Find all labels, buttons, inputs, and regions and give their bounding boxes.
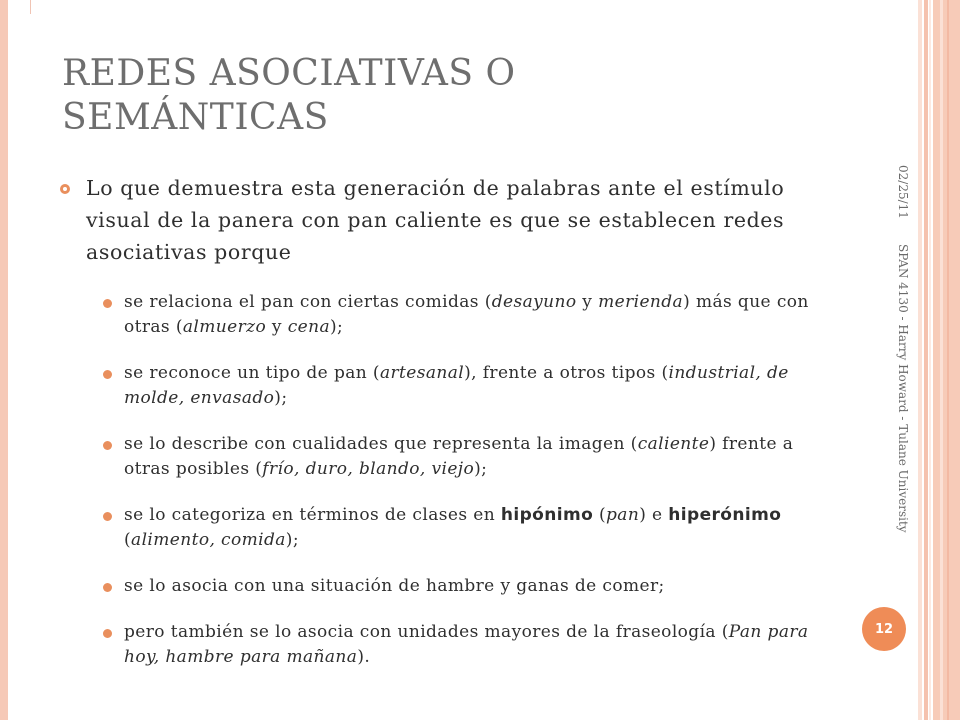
page-number: 12 (874, 621, 894, 637)
text-segment: ); (330, 317, 344, 337)
title-line-2: SEMÁNTICAS (62, 97, 329, 138)
text-segment: ) más que con otras ( (124, 292, 809, 337)
dot-bullet-icon (103, 629, 112, 638)
italic-term: alimento, comida (131, 530, 286, 550)
right-stripe (940, 0, 943, 720)
text-segment: pero también se lo asocia con unidades mayores de la fraseología ( (124, 622, 729, 642)
main-bullet-text: Lo que demuestra esta generación de palabras ante el estímulo visual de la panera con pan caliente es que se establecen redes asociativas porque (86, 176, 785, 264)
text-segment: se lo categoriza en términos de clases en (124, 505, 501, 525)
text-segment: se relaciona el pan con ciertas comidas ( (124, 292, 492, 312)
text-segment: ), frente a otros tipos ( (464, 363, 669, 383)
right-stripe (924, 0, 928, 720)
bold-term: hipónimo (500, 505, 594, 525)
text-segment: ). (357, 647, 371, 667)
italic-term: frío, duro, blando, viejo (262, 459, 475, 479)
dot-bullet-icon (103, 370, 112, 379)
left-accent-bar (0, 0, 8, 720)
page-number-badge (862, 607, 906, 651)
italic-term: caliente (637, 434, 710, 454)
right-stripe (929, 0, 931, 720)
sub-bullet-item (100, 432, 820, 482)
italic-term: industrial, de molde, envasado (124, 363, 789, 408)
frame-line (30, 0, 31, 14)
sub-bullet-item (100, 503, 820, 553)
sub-bullet-item (100, 361, 820, 411)
slide-footer: SPAN 4130 - Harry Howard - Tulane University (896, 244, 910, 533)
text-segment: ); (285, 530, 299, 550)
sub-bullet-item (100, 620, 820, 670)
text-segment: se lo describe con cualidades que representa la imagen ( (124, 434, 638, 454)
italic-term: Pan para hoy, hambre para mañana (124, 622, 809, 667)
italic-term: almuerzo (182, 317, 267, 337)
sub-bullet-item (100, 574, 820, 599)
text-segment: y (266, 317, 288, 337)
dot-bullet-icon (103, 512, 112, 521)
dot-bullet-icon (103, 441, 112, 450)
sub-bullet-item (100, 290, 820, 340)
text-segment: ) e (639, 505, 669, 525)
text-segment: ( (593, 505, 607, 525)
text-segment: ); (474, 459, 488, 479)
text-segment: se lo asocia con una situación de hambre y ganas de comer; (124, 576, 665, 596)
right-stripe (918, 0, 922, 720)
title-line-1: REDES ASOCIATIVAS O (62, 53, 516, 94)
text-segment: ); (274, 388, 288, 408)
italic-term: merienda (598, 292, 684, 312)
ring-bullet-icon (60, 184, 70, 194)
text-segment: y (576, 292, 599, 312)
slide-title (62, 52, 822, 140)
right-stripe (947, 0, 949, 720)
dot-bullet-icon (103, 583, 112, 592)
italic-term: desayuno (491, 292, 577, 312)
bold-term: hiperónimo (668, 505, 782, 525)
dot-bullet-icon (103, 299, 112, 308)
italic-term: cena (287, 317, 331, 337)
italic-term: pan (606, 505, 640, 525)
main-bullet (60, 172, 840, 268)
slide-date: 02/25/11 (896, 165, 910, 219)
sub-bullet-list (100, 290, 820, 670)
italic-term: artesanal (379, 363, 465, 383)
text-segment: ( (124, 530, 132, 550)
text-segment: se reconoce un tipo de pan ( (124, 363, 380, 383)
text-segment: ) frente a otras posibles ( (124, 434, 794, 479)
